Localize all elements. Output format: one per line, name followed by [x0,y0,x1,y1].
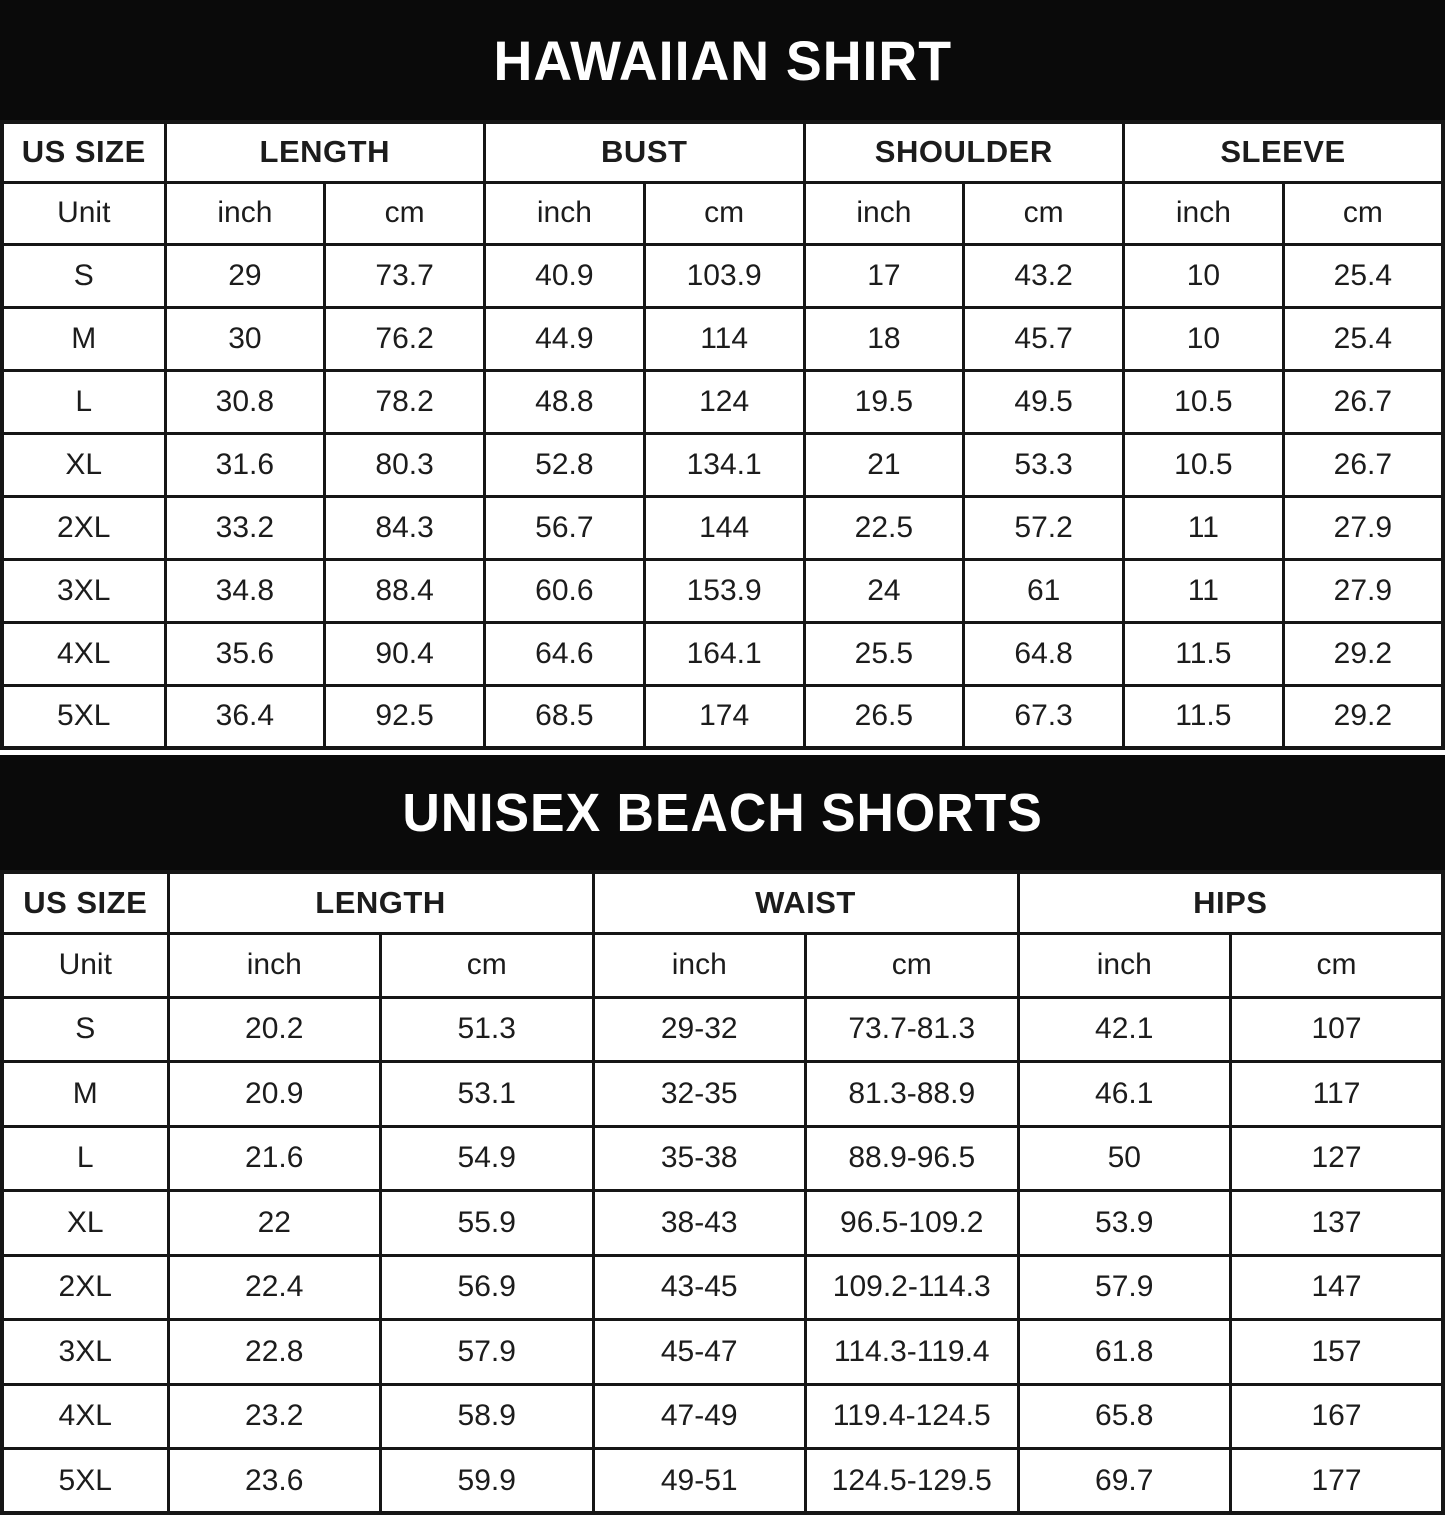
value-cell: 48.8 [485,370,645,433]
value-cell: 153.9 [644,559,804,622]
value-cell: 43.2 [964,244,1124,307]
value-cell: 18 [804,307,964,370]
column-header-row [2,872,1443,933]
size-cell: 2XL [2,1255,168,1320]
value-cell: 25.4 [1283,307,1443,370]
size-cell: M [2,307,165,370]
value-cell: 46.1 [1018,1062,1231,1127]
value-cell: 31.6 [165,433,325,496]
value-cell: 54.9 [381,1126,594,1191]
value-cell: 49-51 [593,1449,806,1514]
value-cell: 137 [1231,1191,1444,1256]
measure-column-header: LENGTH [165,122,485,182]
value-cell: 114 [644,307,804,370]
measure-column-header: SLEEVE [1124,122,1444,182]
value-cell: 73.7 [325,244,485,307]
value-cell: 29 [165,244,325,307]
value-cell: 34.8 [165,559,325,622]
value-cell: 11.5 [1124,622,1284,685]
size-data-row [2,496,1443,559]
value-cell: 26.7 [1283,370,1443,433]
value-cell: 56.7 [485,496,645,559]
value-cell: 30.8 [165,370,325,433]
value-cell: 42.1 [1018,997,1231,1062]
value-cell: 76.2 [325,307,485,370]
value-cell: 57.9 [1018,1255,1231,1320]
size-cell: M [2,1062,168,1127]
value-cell: 11 [1124,559,1284,622]
value-cell: 30 [165,307,325,370]
value-cell: 27.9 [1283,559,1443,622]
size-cell: XL [2,433,165,496]
value-cell: 177 [1231,1449,1444,1514]
value-cell: 20.2 [168,997,381,1062]
value-cell: 21 [804,433,964,496]
size-cell: 3XL [2,1320,168,1385]
value-cell: 84.3 [325,496,485,559]
value-cell: 29.2 [1283,685,1443,748]
value-cell: 69.7 [1018,1449,1231,1514]
size-cell: L [2,1126,168,1191]
value-cell: 174 [644,685,804,748]
value-cell: 147 [1231,1255,1444,1320]
shorts-size-table [0,870,1445,1515]
value-cell: 64.6 [485,622,645,685]
unit-row [2,182,1443,244]
value-cell: 27.9 [1283,496,1443,559]
size-cell: 4XL [2,622,165,685]
size-data-row [2,1126,1443,1191]
value-cell: 78.2 [325,370,485,433]
value-cell: 134.1 [644,433,804,496]
value-cell: 45-47 [593,1320,806,1385]
value-cell: 32-35 [593,1062,806,1127]
size-cell: 2XL [2,496,165,559]
size-data-row [2,370,1443,433]
value-cell: 60.6 [485,559,645,622]
unit-cell: inch [165,182,325,244]
value-cell: 56.9 [381,1255,594,1320]
value-cell: 144 [644,496,804,559]
unit-cell: cm [644,182,804,244]
size-data-row [2,1384,1443,1449]
size-data-row [2,559,1443,622]
size-column-header: US SIZE [2,122,165,182]
value-cell: 22.5 [804,496,964,559]
value-cell: 73.7-81.3 [806,997,1019,1062]
value-cell: 40.9 [485,244,645,307]
size-data-row [2,622,1443,685]
value-cell: 49.5 [964,370,1124,433]
value-cell: 22 [168,1191,381,1256]
value-cell: 20.9 [168,1062,381,1127]
unit-label-cell: Unit [2,182,165,244]
value-cell: 33.2 [165,496,325,559]
measure-column-header: SHOULDER [804,122,1124,182]
value-cell: 10.5 [1124,433,1284,496]
unit-cell: cm [325,182,485,244]
value-cell: 167 [1231,1384,1444,1449]
value-cell: 103.9 [644,244,804,307]
size-data-row [2,685,1443,748]
unit-cell: cm [964,182,1124,244]
unit-cell: inch [593,933,806,997]
value-cell: 36.4 [165,685,325,748]
measure-column-header: HIPS [1018,872,1443,933]
value-cell: 43-45 [593,1255,806,1320]
size-data-row [2,1191,1443,1256]
value-cell: 21.6 [168,1126,381,1191]
value-cell: 19.5 [804,370,964,433]
unit-cell: inch [1018,933,1231,997]
size-cell: 3XL [2,559,165,622]
value-cell: 29-32 [593,997,806,1062]
value-cell: 92.5 [325,685,485,748]
value-cell: 23.6 [168,1449,381,1514]
value-cell: 61.8 [1018,1320,1231,1385]
value-cell: 81.3-88.9 [806,1062,1019,1127]
value-cell: 61 [964,559,1124,622]
size-cell: S [2,997,168,1062]
size-cell: L [2,370,165,433]
size-data-row [2,1320,1443,1385]
value-cell: 114.3-119.4 [806,1320,1019,1385]
shirt-size-table [0,120,1445,750]
value-cell: 107 [1231,997,1444,1062]
value-cell: 51.3 [381,997,594,1062]
value-cell: 59.9 [381,1449,594,1514]
value-cell: 10.5 [1124,370,1284,433]
value-cell: 10 [1124,244,1284,307]
value-cell: 22.8 [168,1320,381,1385]
unit-cell: inch [168,933,381,997]
measure-column-header: BUST [485,122,805,182]
column-header-row [2,122,1443,182]
unit-cell: cm [1231,933,1444,997]
value-cell: 53.1 [381,1062,594,1127]
size-data-row [2,433,1443,496]
value-cell: 17 [804,244,964,307]
size-column-header: US SIZE [2,872,168,933]
size-data-row [2,1449,1443,1514]
value-cell: 164.1 [644,622,804,685]
unit-cell: inch [1124,182,1284,244]
shirt-title-bar [0,0,1445,120]
value-cell: 58.9 [381,1384,594,1449]
shorts-title-bar [0,755,1445,870]
size-cell: 5XL [2,1449,168,1514]
size-cell: XL [2,1191,168,1256]
value-cell: 24 [804,559,964,622]
value-cell: 57.9 [381,1320,594,1385]
unit-cell: cm [1283,182,1443,244]
shirt-title: HAWAIIAN SHIRT [493,28,952,92]
shorts-title: UNISEX BEACH SHORTS [402,782,1043,843]
value-cell: 50 [1018,1126,1231,1191]
value-cell: 23.2 [168,1384,381,1449]
value-cell: 68.5 [485,685,645,748]
unit-row [2,933,1443,997]
value-cell: 45.7 [964,307,1124,370]
value-cell: 55.9 [381,1191,594,1256]
value-cell: 26.5 [804,685,964,748]
unit-cell: cm [806,933,1019,997]
value-cell: 52.8 [485,433,645,496]
value-cell: 25.4 [1283,244,1443,307]
size-data-row [2,1062,1443,1127]
unit-cell: inch [485,182,645,244]
unit-label-cell: Unit [2,933,168,997]
value-cell: 127 [1231,1126,1444,1191]
value-cell: 124.5-129.5 [806,1449,1019,1514]
measure-column-header: LENGTH [168,872,593,933]
value-cell: 80.3 [325,433,485,496]
unit-cell: cm [381,933,594,997]
value-cell: 44.9 [485,307,645,370]
value-cell: 57.2 [964,496,1124,559]
value-cell: 25.5 [804,622,964,685]
size-data-row [2,244,1443,307]
value-cell: 35-38 [593,1126,806,1191]
value-cell: 53.3 [964,433,1124,496]
value-cell: 109.2-114.3 [806,1255,1019,1320]
value-cell: 11 [1124,496,1284,559]
value-cell: 11.5 [1124,685,1284,748]
size-data-row [2,1255,1443,1320]
unit-cell: inch [804,182,964,244]
value-cell: 53.9 [1018,1191,1231,1256]
value-cell: 157 [1231,1320,1444,1385]
value-cell: 90.4 [325,622,485,685]
value-cell: 64.8 [964,622,1124,685]
value-cell: 65.8 [1018,1384,1231,1449]
value-cell: 10 [1124,307,1284,370]
size-cell: 5XL [2,685,165,748]
value-cell: 26.7 [1283,433,1443,496]
size-cell: S [2,244,165,307]
value-cell: 124 [644,370,804,433]
size-data-row [2,997,1443,1062]
value-cell: 119.4-124.5 [806,1384,1019,1449]
value-cell: 29.2 [1283,622,1443,685]
value-cell: 96.5-109.2 [806,1191,1019,1256]
value-cell: 88.4 [325,559,485,622]
value-cell: 35.6 [165,622,325,685]
value-cell: 47-49 [593,1384,806,1449]
size-cell: 4XL [2,1384,168,1449]
value-cell: 88.9-96.5 [806,1126,1019,1191]
value-cell: 22.4 [168,1255,381,1320]
size-data-row [2,307,1443,370]
value-cell: 38-43 [593,1191,806,1256]
value-cell: 117 [1231,1062,1444,1127]
value-cell: 67.3 [964,685,1124,748]
measure-column-header: WAIST [593,872,1018,933]
